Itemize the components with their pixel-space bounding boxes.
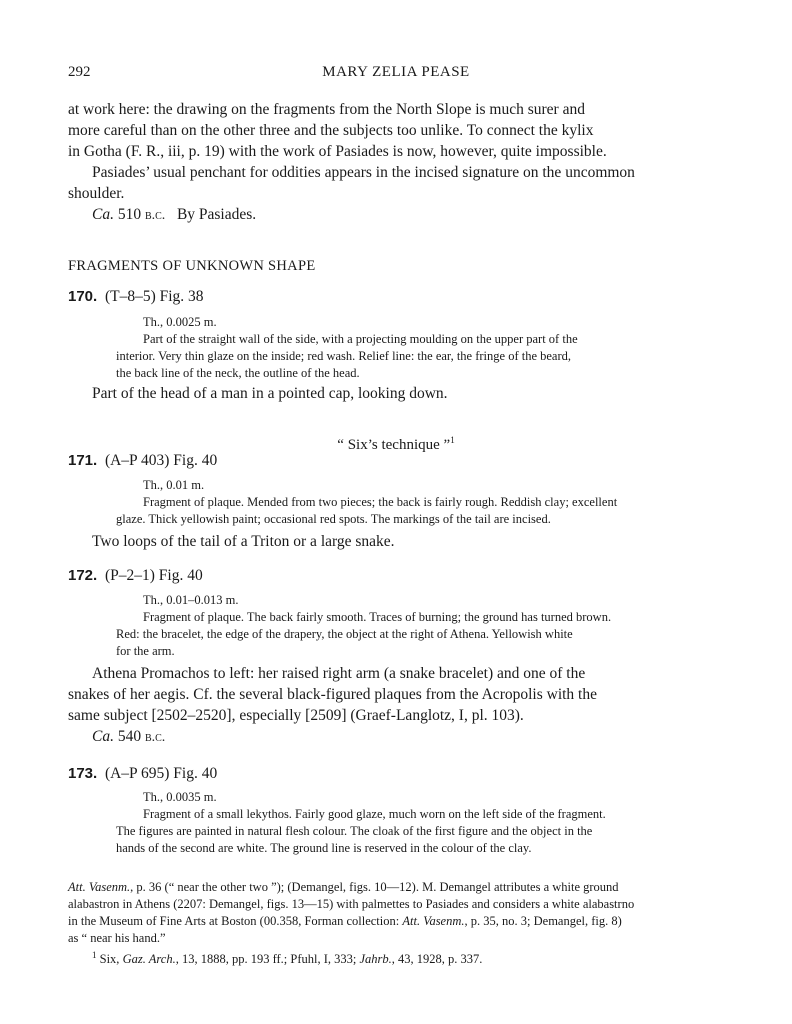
entry-number: 173. [68, 765, 98, 782]
entry-details-173 [116, 789, 728, 857]
date-prefix: Ca. [92, 728, 114, 745]
detail-line: hands of the second are white. The ground line is reserved in the colour of the clay. [116, 841, 532, 855]
detail-line: The figures are painted in natural flesh colour. The cloak of the first figure and the object in the [116, 824, 593, 838]
text-line: shoulder. [68, 185, 125, 202]
entry-ref: (A–P 403) Fig. 40 [104, 452, 218, 469]
entry-ref: (T–8–5) Fig. 38 [104, 288, 204, 305]
detail-line: Th., 0.01–0.013 m. [143, 593, 239, 607]
footnote-text: in the Museum of Fine Arts at Boston (00.358, Forman collection: [68, 914, 403, 928]
attribution: By Pasiades. [165, 206, 257, 223]
detail-line: Th., 0.01 m. [143, 478, 205, 492]
footnote-text: , p. 36 (“ near the other two ”); (Demangel, figs. 10—12). M. Demangel attributes a white ground [130, 880, 619, 894]
detail-line: Fragment of plaque. The back fairly smooth. Traces of burning; the ground has turned brown. [143, 610, 612, 624]
citation-title: Jahrb. [359, 952, 392, 967]
entry-description-171: Two loops of the tail of a Triton or a large snake. [92, 533, 395, 550]
intro-paragraph [68, 99, 728, 226]
footnote-line: alabastron in Athens (2207: Demangel, figs. 13—15) with palmettes to Pasiades and considers a white alabastrno [68, 897, 635, 911]
date-line [68, 204, 728, 226]
date-era: b.c. [144, 730, 166, 745]
detail-line: Red: the bracelet, the edge of the drapery, the object at the right of Athena. Yellowish white [116, 627, 573, 641]
citation-title: Gaz. Arch. [122, 952, 176, 967]
detail-line: the back line of the neck, the outline of the head. [116, 366, 360, 380]
entry-heading-172 [68, 567, 203, 585]
entry-details-172 [116, 592, 728, 660]
text-line: in Gotha (F. R., iii, p. 19) with the work of Pasiades is now, however, quite impossible. [68, 143, 607, 160]
text-line: more careful than on the other three and the subjects too unlike. To connect the kylix [68, 122, 594, 139]
entry-number: 170. [68, 288, 98, 305]
date-value: 540 [113, 728, 145, 745]
detail-line: glaze. Thick yellowish paint; occasional red spots. The markings of the tail are incised. [116, 512, 551, 526]
page-number: 292 [68, 64, 91, 80]
date-prefix: Ca. [92, 206, 114, 223]
entry-heading-173 [68, 765, 217, 783]
entry-details-171 [116, 477, 728, 528]
footnote-text: Six, [96, 952, 123, 967]
entry-heading-171 [68, 452, 217, 470]
footnote-line [68, 879, 728, 896]
detail-line: Part of the straight wall of the side, with a projecting moulding on the upper part of the [143, 332, 578, 346]
footnote-mark: 1 [92, 950, 97, 960]
entry-number: 172. [68, 567, 98, 584]
entry-description-172 [68, 663, 728, 748]
citation-title: Att. Vasenm. [68, 880, 131, 894]
footnote-marker: 1 [450, 435, 455, 445]
detail-line: Th., 0.0025 m. [143, 315, 217, 329]
running-title: MARY ZELIA PEASE [322, 64, 470, 80]
entry-ref: (A–P 695) Fig. 40 [104, 765, 218, 782]
entry-description-170: Part of the head of a man in a pointed cap, looking down. [92, 385, 448, 402]
text-line: Pasiades’ usual penchant for oddities appears in the incised signature on the uncommon [92, 164, 635, 181]
entry-details-170 [116, 314, 728, 382]
subheading-text: “ Six’s technique ” [337, 437, 451, 453]
date-line [68, 726, 728, 748]
footnote-line: as “ near his hand.” [68, 931, 166, 945]
footnote-text: , 43, 1928, p. 337. [391, 952, 483, 967]
text-line: snakes of her aegis. Cf. the several black-figured plaques from the Acropolis with the [68, 686, 597, 703]
footnote-line [68, 913, 728, 930]
detail-line: Th., 0.0035 m. [143, 790, 217, 804]
date-era: b.c. [144, 208, 166, 223]
footnote-text: , 13, 1888, pp. 193 ff.; Pfuhl, I, 333; [175, 952, 360, 967]
citation-title: Att. Vasenm. [402, 914, 465, 928]
detail-line: Fragment of plaque. Mended from two pieces; the back is fairly rough. Reddish clay; excellent [143, 495, 618, 509]
text-line: at work here: the drawing on the fragments from the North Slope is much surer and [68, 101, 585, 118]
date-value: 510 [113, 206, 145, 223]
entry-ref: (P–2–1) Fig. 40 [104, 567, 203, 584]
section-heading: FRAGMENTS OF UNKNOWN SHAPE [68, 258, 316, 274]
detail-line: interior. Very thin glaze on the inside; red wash. Relief line: the ear, the fringe of the beard, [116, 349, 572, 363]
text-line: same subject [2502–2520], especially [2509] (Graef-Langlotz, I, pl. 103). [68, 707, 524, 724]
footnotes [68, 879, 728, 968]
entry-number: 171. [68, 452, 98, 469]
detail-line: Fragment of a small lekythos. Fairly good glaze, much worn on the left side of the fragment. [143, 807, 606, 821]
footnote-1 [68, 947, 728, 968]
footnote-text: , p. 35, no. 3; Demangel, fig. 8) [464, 914, 622, 928]
detail-line: for the arm. [116, 644, 175, 658]
text-line: Athena Promachos to left: her raised right arm (a snake bracelet) and one of the [92, 665, 586, 682]
entry-heading-170 [68, 288, 204, 306]
